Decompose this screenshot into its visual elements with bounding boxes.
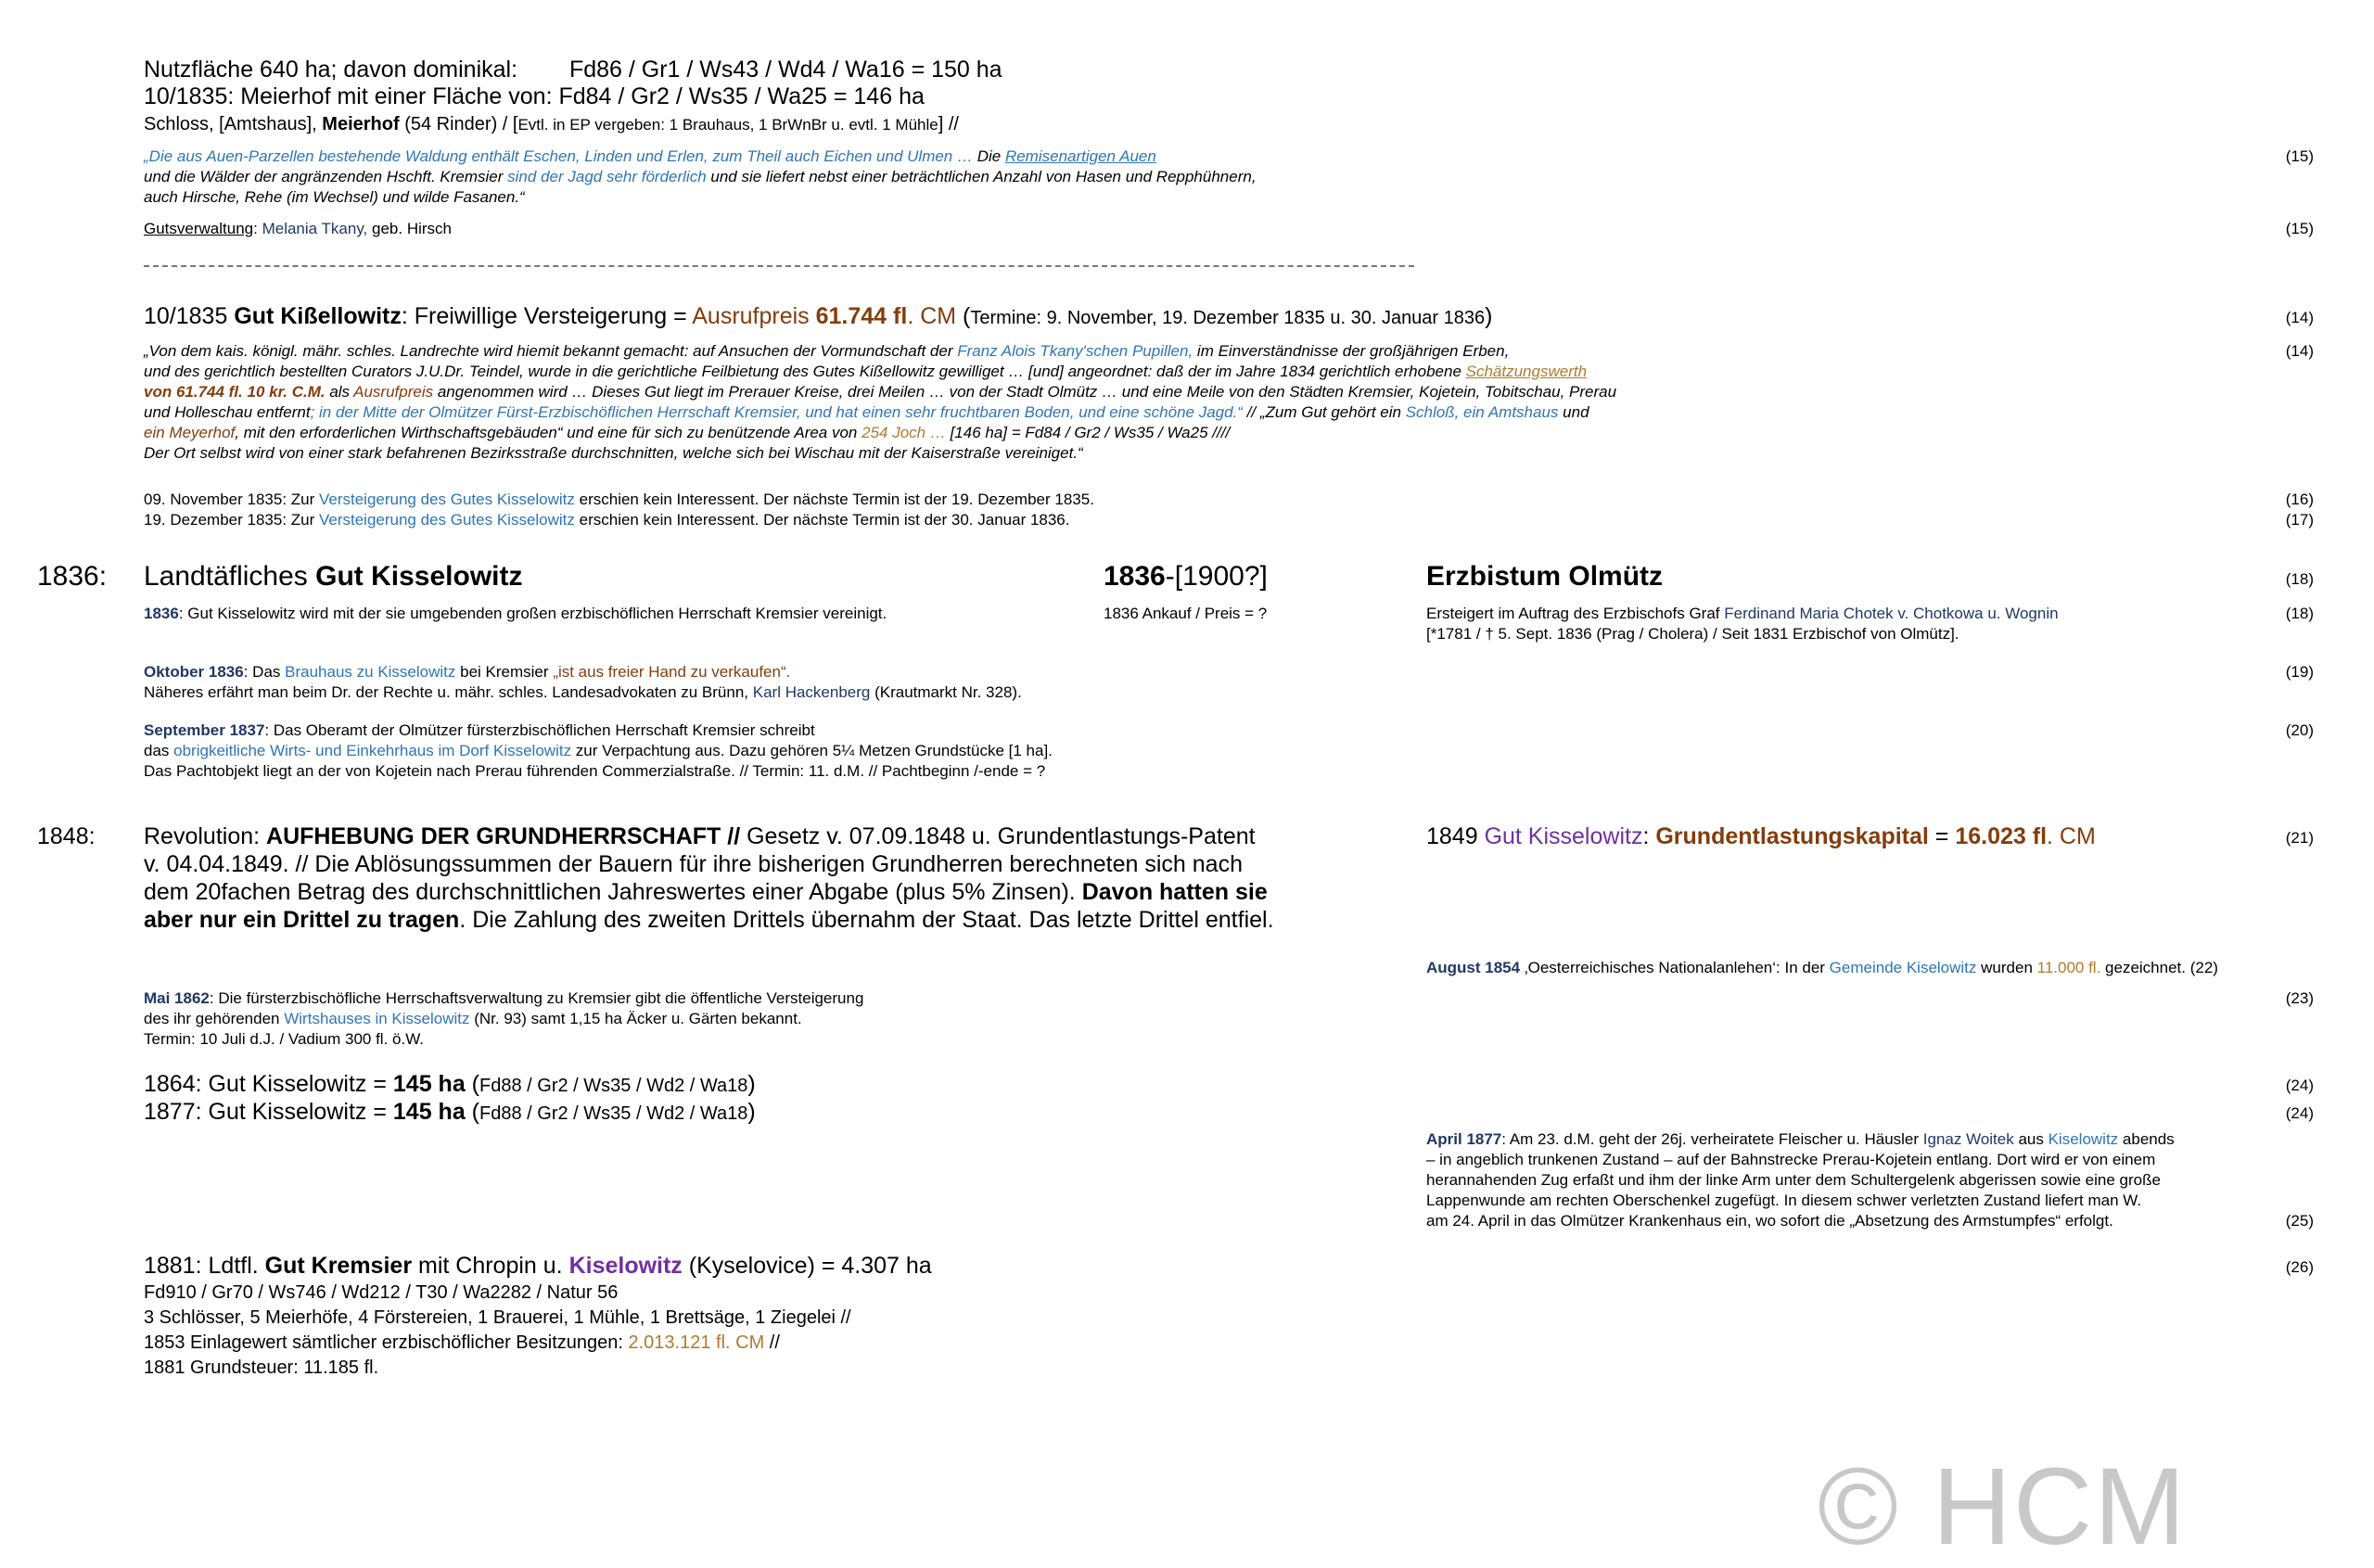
meierhof-line: 10/1835: Meierhof mit einer Fläche von: Fd84 / Gr2 / Ws35 / Wa25 = 146 ha (144, 83, 925, 109)
ankauf-1836: 1836 Ankauf / Preis = ? (1104, 605, 1268, 622)
gut-1877-open: ( (465, 1099, 480, 1125)
oktober-1836-line2 (144, 682, 1022, 703)
oktober-hackenberg: Karl Hackenberg (752, 683, 871, 701)
mai-l2c: (Nr. 93) samt 1,15 ha Äcker u. Gärten bekannt. (469, 1010, 802, 1027)
august-date: August 1854 (1426, 959, 1521, 976)
gutsverwaltung-line (144, 219, 452, 239)
quote2-l4b: ; in der Mitte der Olmützer Fürst-Erzbischöflichen Herrschaft Kremsier, und hat einen sehr fruchtbaren Boden, und eine schöne Jagd.“ (310, 403, 1243, 421)
grund-year: 1849 (1426, 823, 1485, 849)
ref-14b: (14) (2285, 342, 2314, 360)
revolution-line2: v. 04.04.1849. // Die Ablösungssummen der Bauern für ihre bisherigen Grundherren berechneten sich nach (144, 851, 1243, 877)
period-end: -[1900?] (1165, 561, 1268, 592)
termin-2-a: 19. Dezember 1835: Zur (144, 511, 319, 529)
termin-1 (144, 490, 1094, 510)
august-amount: 11.000 fl. (2036, 959, 2101, 976)
september-date: September 1837 (144, 721, 265, 739)
ref-23: (23) (2285, 989, 2314, 1007)
april-aus: aus (2013, 1130, 2049, 1148)
auction-preis: 61.744 fl (815, 303, 908, 329)
august-gemeinde: Gemeinde Kiselowitz (1829, 959, 1977, 976)
april-1877-line2: – in angeblich trunkenen Zustand – auf der Bahnstrecke Prerau-Kojetein entlang. Dort wird er von einem (1426, 1151, 2156, 1168)
oktober-quote: „ist aus freier Hand zu verkaufen“. (553, 663, 791, 681)
april-text: : Am 23. d.M. geht der 26j. verheiratete Fleischer u. Häusler (1501, 1130, 1923, 1148)
oktober-date: Oktober 1836 (144, 663, 244, 681)
ref-24a: (24) (2285, 1077, 2314, 1094)
ref-26: (26) (2285, 1258, 2314, 1276)
gut-1877-ha: 145 ha (392, 1099, 466, 1125)
quote2-l4c: // „Zum Gut gehört ein (1242, 403, 1406, 421)
gut-1881-c: mit Chropin u. (412, 1253, 569, 1279)
gut-1864-close: ) (747, 1071, 756, 1097)
quote2-l5d: [146 ha] = Fd84 / Gr2 / Ws35 / Wa25 //// (945, 424, 1231, 441)
mai-l2a: des ihr gehörenden (144, 1010, 285, 1027)
ref-15b: (15) (2285, 220, 2314, 237)
quote2-l2a: und des gerichtlich bestellten Curators J.U.Dr. Teindel, wurde in die gerichtliche Feilbietung des Gutes Kißellowitz gewilliget … [und] angeordnet: daß der im Jahre 1834 gerichtlich erhobene (144, 363, 1466, 380)
gut-1881-line3: 3 Schlösser, 5 Meierhöfe, 4 Förstereien, 1 Brauerei, 1 Mühle, 1 Brettsäge, 1 Ziegelei // (144, 1307, 851, 1328)
revolution-line4 (144, 906, 1274, 934)
gut-1881-a: 1881: Ldtfl. (144, 1253, 265, 1279)
oktober-1836 (144, 662, 790, 682)
ref-14a: (14) (2285, 309, 2314, 326)
gutsverwaltung-rest: geb. Hirsch (367, 220, 452, 237)
revolution-aufhebung: AUFHEBUNG DER GRUNDHERRSCHAFT // (266, 823, 741, 849)
quote1-line2 (144, 167, 1257, 187)
ersteigert-line1 (1426, 604, 2059, 624)
september-l2c: zur Verpachtung aus. Dazu gehören 5¼ Metzen Grundstücke [1 ha]. (571, 742, 1053, 759)
note-1836 (144, 604, 887, 624)
ref-18b: (18) (2285, 605, 2314, 622)
auction-termine: Termine: 9. November, 19. Dezember 1835 u. 30. Januar 1836 (970, 308, 1486, 328)
gutsverwaltung-colon: : (253, 220, 262, 237)
quote2-l5b: , mit den erforderlichen Wirthschaftsgebäuden“ und eine für sich zu benützende Area von (235, 424, 862, 441)
year-1848: 1848: (37, 823, 96, 849)
auction-cm: . CM (907, 303, 957, 329)
quote1-line1 (144, 147, 1156, 167)
quote2-ausrufpreis: Ausrufpreis (353, 383, 434, 401)
gut-1877-parts: Fd88 / Gr2 / Ws35 / Wd2 / Wa18 (479, 1103, 748, 1124)
title-1836 (144, 560, 523, 593)
grund-colon: : (1642, 823, 1656, 849)
termin-1-b: Versteigerung des Gutes Kisselowitz (318, 491, 575, 508)
quote2-schaetzungswerth: Schätzungswerth (1465, 363, 1588, 380)
oktober-l2a: Näheres erfährt man beim Dr. der Rechte u. mähr. schles. Landesadvokaten zu Brünn, (144, 683, 753, 701)
ref-17: (17) (2285, 511, 2314, 529)
ersteigert-name: Ferdinand Maria Chotek v. Chotkowa u. Wognin (1724, 605, 2059, 622)
revolution-gesetz: Gesetz v. 07.09.1848 u. Grundentlastungs-Patent (740, 823, 1256, 849)
grund-label: Grundentlastungskapital (1655, 823, 1929, 849)
nutzflaeche-parts: Fd86 / Gr1 / Ws43 / Wd4 / Wa16 = 150 ha (568, 57, 1002, 83)
oktober-brauhaus: Brauhaus zu Kisselowitz (285, 663, 456, 681)
revolution-l4b: . Die Zahlung des zweiten Drittels übernahm der Staat. Das letzte Drittel entfiel. (459, 907, 1274, 933)
april-woitek: Ignaz Woitek (1922, 1130, 2014, 1148)
quote2-l1a: „Von dem kais. königl. mähr. schles. Landrechte wird hiemit bekannt gemacht: auf Ansuchen der Vormundschaft der (144, 342, 958, 360)
title-1836-a: Landtäfliches (144, 561, 316, 592)
nutzflaeche-line (144, 56, 1002, 83)
gut-1881-kremsier: Gut Kremsier (264, 1253, 413, 1279)
rinder-text: (54 Rinder) / [ (399, 114, 518, 134)
gut-1877 (144, 1098, 756, 1126)
september-1837-line3: Das Pachtobjekt liegt an der von Kojetein nach Prerau führenden Commerzialstraße. // Termin: 11. d.M. // Pachtbeginn /-ende = ? (144, 762, 1046, 780)
ersteigert-a: Ersteigert im Auftrag des Erzbischofs Graf (1426, 605, 1725, 622)
quote1-remisen: Remisenartigen Auen (1004, 147, 1156, 165)
ref-24b: (24) (2285, 1104, 2314, 1122)
august-ref: gezeichnet. (22) (2100, 959, 2218, 976)
section-divider (144, 265, 1414, 267)
schloss-text: Schloss, [Amtshaus], (144, 114, 323, 134)
april-kiselowitz: Kiselowitz (2048, 1130, 2119, 1148)
quote2-line6: Der Ort selbst wird von einer stark befahrenen Bezirksstraße durchschnitten, welche sich bei Wischau mit der Kaiserstraße vereiniget.“ (144, 444, 1083, 462)
nutzflaeche-label: Nutzfläche 640 ha; davon dominikal: (144, 57, 518, 83)
quote2-l1c: im Einverständnisse der großjährigen Erben, (1193, 342, 1510, 360)
evtl-text: Evtl. in EP vergeben: 1 Brauhaus, 1 BrWnBr u. evtl. 1 Mühle (517, 116, 938, 134)
quote1-line3: auch Hirsche, Rehe (im Wechsel) und wilde Fasanen.“ (144, 188, 525, 206)
quote1-l2c: und sie liefert nebst einer beträchtlichen Anzahl von Hasen und Repphühnern, (706, 168, 1257, 185)
quote2-meyerhof: ein Meyerhof (144, 424, 236, 441)
revolution-line1 (144, 822, 1256, 850)
copyright-watermark: © HCM (1818, 1446, 2188, 1568)
owner-1836: Erzbistum Olmütz (1426, 561, 1664, 592)
april-1877-line3: herannahenden Zug erfaßt und ihm der linke Arm unter dem Schultergelenk abgerissen sowie eine große (1426, 1171, 2161, 1189)
gut-1864-ha: 145 ha (392, 1071, 466, 1097)
quote2-line5 (144, 423, 1230, 443)
termin-2-b: Versteigerung des Gutes Kisselowitz (318, 511, 575, 529)
mai-1862-line2 (144, 1009, 802, 1029)
auction-date: 10/1835 (144, 303, 235, 329)
oktober-l2c: (Krautmarkt Nr. 328). (870, 683, 1022, 701)
september-1837 (144, 720, 815, 741)
termin-1-c: erschien kein Interessent. Der nächste Termin ist der 19. Dezember 1835. (574, 491, 1094, 508)
gut-1881-l4c: // (764, 1332, 780, 1353)
quote2-line3 (144, 382, 1616, 402)
mai-1862-line3: Termin: 10 Juli d.J. / Vadium 300 fl. ö.W. (144, 1030, 425, 1048)
revolution-l3b: Davon hatten sie (1081, 879, 1268, 905)
auction-gut: Gut Kißellowitz (234, 303, 402, 329)
schloss-line (144, 113, 959, 135)
gut-1881-einlagewert: 2.013.121 fl. CM (628, 1332, 765, 1353)
quote2-pupillen: Franz Alois Tkany'schen Pupillen, (957, 342, 1193, 360)
oktober-das: : Das (243, 663, 286, 681)
april-date: April 1877 (1426, 1130, 1502, 1148)
quote2-joch: 254 Joch … (862, 424, 946, 441)
ref-19: (19) (2285, 663, 2314, 681)
auction-paren-open: ( (956, 303, 971, 329)
ersteigert-line2: [*1781 / † 5. Sept. 1836 (Prag / Cholera) / Seit 1831 Erzbischof von Olmütz]. (1426, 625, 1959, 643)
gut-1864-parts: Fd88 / Gr2 / Ws35 / Wd2 / Wa18 (479, 1076, 748, 1096)
april-abends: abends (2118, 1130, 2175, 1148)
gut-1881-e: (Kyselovice) = 4.307 ha (682, 1253, 932, 1279)
gut-1881-line2: Fd910 / Gr70 / Ws746 / Wd212 / T30 / Wa2282 / Natur 56 (144, 1282, 619, 1303)
note-1836-text: : Gut Kisselowitz wird mit der sie umgebenden großen erzbischöflichen Herrschaft Kremsier vereinigt. (178, 605, 887, 622)
auction-preis-label: Ausrufpreis (692, 303, 816, 329)
gut-1877-a: 1877: Gut Kisselowitz = (144, 1099, 393, 1125)
gut-1877-close: ) (747, 1099, 756, 1125)
gut-1864-open: ( (465, 1071, 480, 1097)
quote1-die: Die (976, 147, 1005, 165)
april-1877-line5: am 24. April in das Olmützer Krankenhaus ein, wo sofort die „Absetzung des Armstumpfes“ erfolgt. (1426, 1212, 2113, 1230)
gut-1864 (144, 1070, 756, 1098)
quote2-line4 (144, 402, 1589, 423)
quote2-line1 (144, 341, 1509, 362)
ref-20: (20) (2285, 721, 2314, 739)
quote2-als: als (325, 383, 354, 401)
quote2-l3d: angenommen wird … Dieses Gut liegt im Prerauer Kreise, drei Meilen … von der Stadt Olmütz … und eine Meile von den Städten Kremsier, Kojetein, Tobitschau, Prerau (433, 383, 1617, 401)
quote2-line2 (144, 362, 1587, 382)
ref-16: (16) (2285, 491, 2314, 508)
ref-25: (25) (2285, 1212, 2314, 1230)
auction-line (144, 302, 1492, 330)
meierhof-bold: Meierhof (322, 114, 400, 134)
period-start: 1836 (1104, 561, 1166, 592)
gutsverwaltung-name: Melania Tkany, (262, 220, 368, 237)
gutsverwaltung-label: Gutsverwaltung (144, 220, 254, 237)
auction-type: : Freiwillige Versteigerung = (401, 303, 693, 329)
mai-wirtshaus: Wirtshauses in Kisselowitz (284, 1010, 470, 1027)
quote2-l4a: und Holleschau entfernt (144, 403, 311, 421)
gut-1881-kiselowitz: Kiselowitz (568, 1253, 683, 1279)
period-1836 (1104, 560, 1268, 593)
august-wurden: wurden (1976, 959, 2037, 976)
note-1836-year: 1836 (144, 605, 179, 622)
grundentlastung-1849 (1426, 822, 2096, 850)
schloss-end: ] // (938, 114, 959, 134)
quote2-schloss: Schloß, ein Amtshaus (1405, 403, 1559, 421)
quote2-price: von 61.744 fl. 10 kr. C.M. (144, 383, 325, 401)
mai-text: : Die fürsterzbischöfliche Herrschaftsverwaltung zu Kremsier gibt die öffentliche Versteigerung (209, 989, 864, 1007)
quote1-l2b: sind der Jagd sehr förderlich (507, 168, 707, 185)
april-1877-line4: Lappenwunde am rechten Oberschenkel zugefügt. In diesem schwer verletzten Zustand liefert man W. (1426, 1192, 2142, 1209)
gut-1881-line5: 1881 Grundsteuer: 11.185 fl. (144, 1358, 379, 1378)
ref-15a: (15) (2285, 147, 2314, 165)
ref-18a: (18) (2285, 570, 2314, 588)
gut-1881-l4a: 1853 Einlagewert sämtlicher erzbischöflicher Besitzungen: (144, 1332, 629, 1353)
september-text: : Das Oberamt der Olmützer fürsterzbischöflichen Herrschaft Kremsier schreibt (264, 721, 815, 739)
ref-21: (21) (2285, 829, 2314, 847)
grund-gut: Gut Kisselowitz (1484, 823, 1643, 849)
quote1-l2a: und die Wälder der angränzenden Hschft. Kremsier (144, 168, 508, 185)
quote2-l4e: und (1558, 403, 1589, 421)
september-l2a: das (144, 742, 174, 759)
revolution-line3 (144, 878, 1268, 906)
year-1836: 1836: (37, 561, 108, 592)
revolution-l4a: aber nur ein Drittel zu tragen (144, 907, 460, 933)
title-1836-b: Gut Kisselowitz (315, 561, 523, 592)
revolution-label: Revolution: (144, 823, 267, 849)
termin-1-a: 09. November 1835: Zur (144, 491, 319, 508)
auction-paren-close: ) (1485, 303, 1493, 329)
mai-date: Mai 1862 (144, 989, 210, 1007)
gut-1864-a: 1864: Gut Kisselowitz = (144, 1071, 393, 1097)
grund-cm: . CM (2047, 823, 2096, 849)
august-1854 (1426, 958, 2218, 978)
termin-2-c: erschien kein Interessent. Der nächste Termin ist der 30. Januar 1836. (574, 511, 1070, 529)
august-text: ‚Oesterreichisches Nationalanlehen‘: In der (1520, 959, 1830, 976)
september-1837-line2 (144, 741, 1053, 761)
gut-1881 (144, 1252, 932, 1280)
gut-1881-line4 (144, 1332, 780, 1354)
april-1877 (1426, 1129, 2175, 1150)
quote1-text: „Die aus Auen-Parzellen bestehende Waldung enthält Eschen, Linden und Erlen, zum Theil auch Eichen und Ulmen … (144, 147, 977, 165)
grund-value: 16.023 fl (1955, 823, 2048, 849)
mai-1862 (144, 988, 863, 1009)
grund-eq: = (1928, 823, 1956, 849)
revolution-l3a: dem 20fachen Betrag des durchschnittlichen Jahreswertes einer Abgabe (plus 5% Zinsen). (144, 879, 1082, 905)
september-wirtshaus: obrigkeitliche Wirts- und Einkehrhaus im Dorf Kisselowitz (173, 742, 572, 759)
termin-2 (144, 510, 1070, 530)
oktober-kremsier: bei Kremsier (455, 663, 554, 681)
